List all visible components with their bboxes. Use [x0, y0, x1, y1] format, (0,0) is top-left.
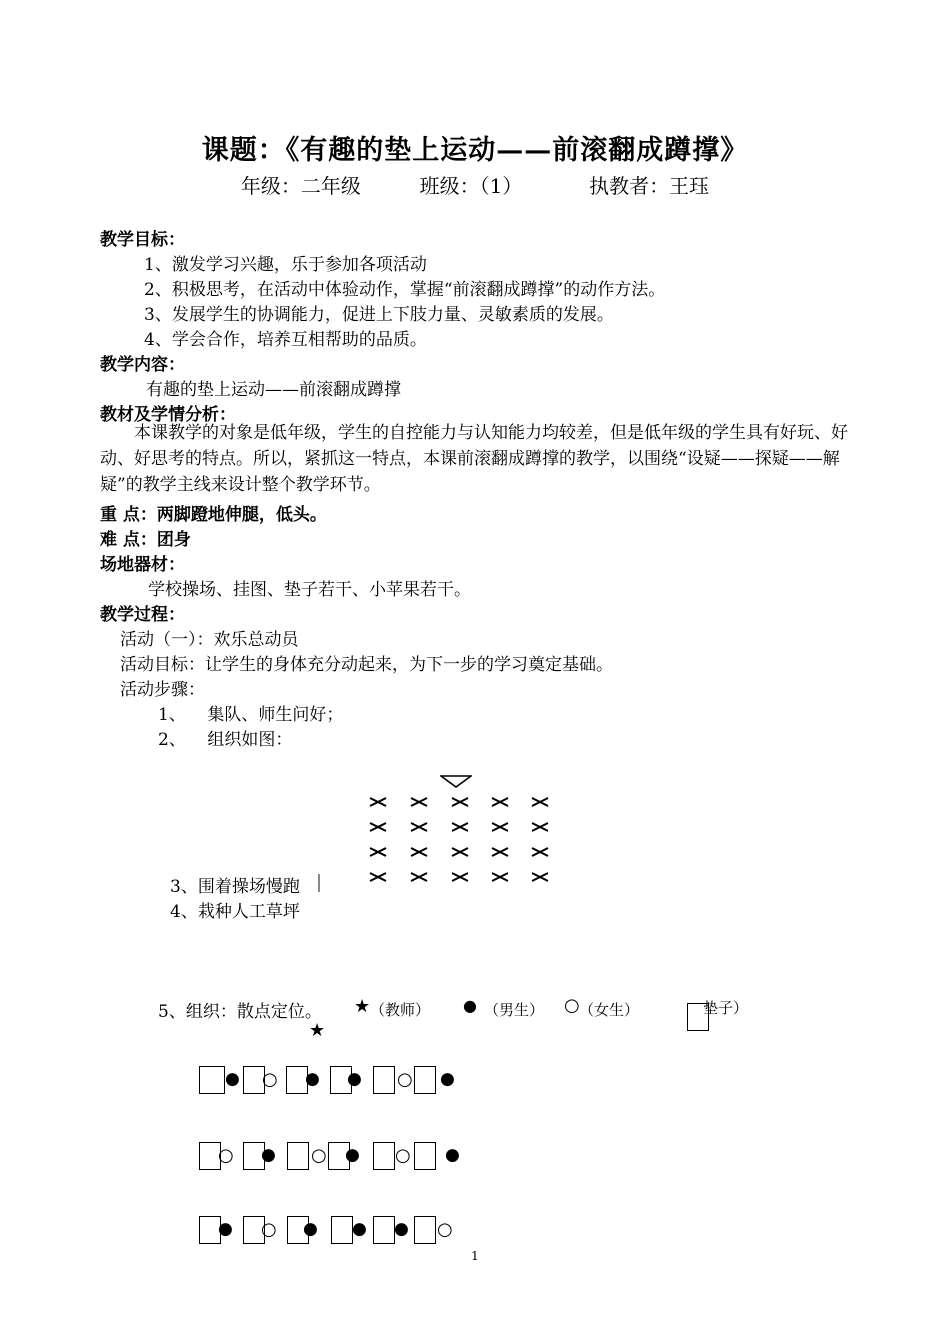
- boy-dot-icon: ●: [352, 1219, 367, 1239]
- student-cross-icon: [451, 797, 469, 807]
- student-cross-icon: [531, 822, 549, 832]
- equipment-text: 学校操场、挂图、垫子若干、小苹果若干。: [148, 580, 471, 600]
- mat-icon: [331, 1216, 353, 1244]
- boy-dot-icon: ●: [261, 1145, 276, 1165]
- class-label: 班级：（1）: [419, 174, 523, 198]
- goal-item: 4、学会合作，培养互相帮助的品质。: [144, 330, 427, 350]
- student-cross-icon: [491, 847, 509, 857]
- goals-heading: 教学目标：: [100, 230, 185, 250]
- goal-item: 2、积极思考，在活动中体验动作，掌握“前滚翻成蹲撑”的动作方法。: [144, 280, 666, 300]
- girl-circle-icon: ○: [437, 1219, 453, 1240]
- boy-dot-icon: ●: [445, 1145, 460, 1165]
- activity-title: 活动（一）：欢乐总动员: [120, 630, 299, 650]
- girl-circle-icon: ○: [261, 1219, 277, 1240]
- teacher-triangle-icon: [440, 775, 472, 789]
- student-cross-icon: [531, 797, 549, 807]
- student-cross-icon: [531, 872, 549, 882]
- student-cross-icon: [451, 822, 469, 832]
- step-1: 1、 集队、师生问好；: [158, 705, 344, 725]
- analysis-paragraph: 本课教学的对象是低年级，学生的自控能力与认知能力均较差，但是低年级的学生具有好玩、好动、好思考的特点。所以，紧抓这一特点，本课前滚翻成蹲撑的教学，以围绕“设疑——探疑——解疑”的教学主线来设计整个教学环节。: [100, 423, 848, 495]
- difficulty: 难 点：团身: [100, 530, 191, 550]
- student-cross-icon: [451, 847, 469, 857]
- mat-icon: [287, 1142, 309, 1170]
- girl-circle-icon: ○: [218, 1145, 234, 1166]
- girl-circle-icon: ○: [395, 1145, 411, 1166]
- student-cross-icon: [451, 872, 469, 882]
- equipment-heading: 场地器材：: [100, 555, 185, 575]
- student-cross-icon: [491, 797, 509, 807]
- boy-dot-icon: ●: [218, 1219, 233, 1239]
- content-text: 有趣的垫上运动——前滚翻成蹲撑: [146, 380, 401, 400]
- boy-dot-icon: ●: [345, 1145, 360, 1165]
- key-point: 重 点：两脚蹬地伸腿，低头。: [100, 505, 327, 525]
- step-5: 5、组织：散点定位。: [158, 1002, 322, 1022]
- step-3: 3、围着操场慢跑: [170, 877, 300, 897]
- boy-dot-icon: ●: [440, 1069, 455, 1089]
- student-cross-icon: [410, 872, 428, 882]
- content-heading: 教学内容：: [100, 355, 185, 375]
- page-title: 课题：《有趣的垫上运动——前滚翻成蹲撑》: [201, 135, 749, 166]
- legend-mat: 垫子）: [703, 999, 749, 1017]
- student-cross-icon: [410, 847, 428, 857]
- text-cursor: [318, 874, 320, 892]
- mat-icon: [414, 1142, 436, 1170]
- girl-circle-icon: ○: [397, 1069, 413, 1090]
- mat-icon: [199, 1066, 225, 1094]
- student-cross-icon: [369, 872, 387, 882]
- page-number: 1: [471, 1249, 479, 1263]
- mat-icon: [373, 1142, 395, 1170]
- boy-dot-icon: ●: [303, 1219, 318, 1239]
- boy-dot-icon: ●: [225, 1069, 240, 1089]
- teacher-label: 执教者：王珏: [589, 174, 710, 198]
- filled-circle-icon: ●: [463, 996, 477, 1015]
- lesson-info: [0, 170, 950, 199]
- student-cross-icon: [369, 822, 387, 832]
- boy-dot-icon: ●: [347, 1069, 362, 1089]
- process-heading: 教学过程：: [100, 605, 185, 625]
- student-cross-icon: [491, 872, 509, 882]
- boy-dot-icon: ●: [305, 1069, 320, 1089]
- step-4: 4、栽种人工草坪: [170, 902, 300, 922]
- grade-label: 年级：二年级: [240, 174, 361, 198]
- star-icon: ★: [354, 996, 371, 1017]
- mat-icon: [373, 1216, 395, 1244]
- analysis-heading: 教材及学情分析：: [100, 405, 236, 425]
- student-cross-icon: [369, 797, 387, 807]
- student-cross-icon: [410, 822, 428, 832]
- goal-item: 1、激发学习兴趣，乐于参加各项活动: [144, 255, 427, 275]
- mat-icon: [414, 1066, 436, 1094]
- step-2: 2、 组织如图：: [158, 730, 293, 750]
- legend-boy: （男生）: [484, 1001, 545, 1019]
- student-cross-icon: [531, 847, 549, 857]
- steps-label: 活动步骤：: [120, 680, 205, 700]
- legend-girl: （女生）: [579, 1001, 640, 1019]
- mat-icon: [373, 1066, 395, 1094]
- goal-item: 3、发展学生的协调能力，促进上下肢力量、灵敏素质的发展。: [144, 305, 614, 325]
- activity-goal: 活动目标：让学生的身体充分动起来，为下一步的学习奠定基础。: [120, 655, 613, 675]
- girl-circle-icon: ○: [262, 1069, 278, 1090]
- legend-teacher: （教师）: [370, 1001, 431, 1019]
- student-cross-icon: [491, 822, 509, 832]
- teacher-star-icon: ★: [309, 1020, 326, 1041]
- student-cross-icon: [369, 847, 387, 857]
- mat-icon: [414, 1216, 436, 1244]
- boy-dot-icon: ●: [394, 1219, 409, 1239]
- girl-circle-icon: ○: [311, 1145, 327, 1166]
- student-cross-icon: [410, 797, 428, 807]
- open-circle-icon: ○: [564, 995, 580, 1016]
